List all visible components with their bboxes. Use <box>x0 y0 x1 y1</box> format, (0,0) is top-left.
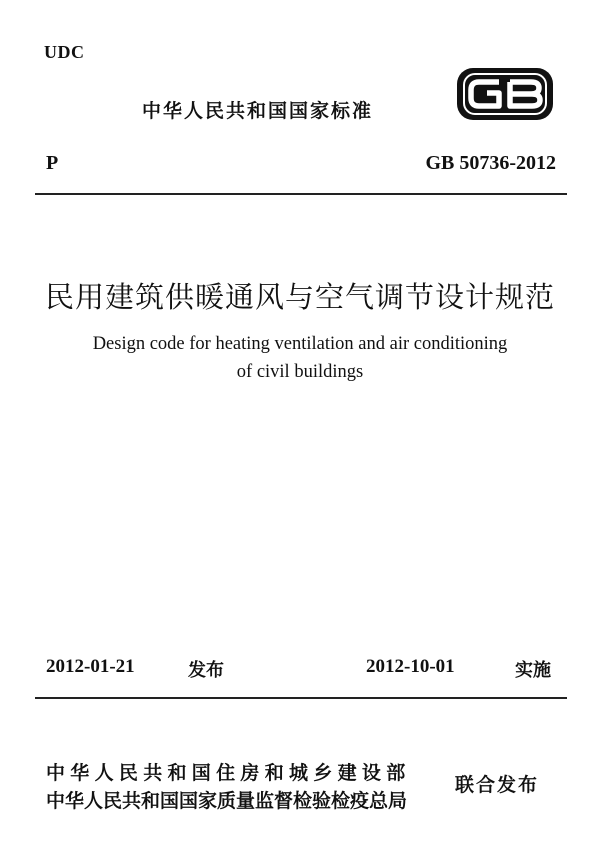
title-english-line1: Design code for heating ventilation and air conditioning <box>92 334 508 354</box>
issue-label: 发布 <box>188 660 224 681</box>
title-english <box>50 330 550 386</box>
udc-label: UDC <box>44 42 85 62</box>
gb-logo <box>455 66 555 122</box>
implementation-label: 实施 <box>515 660 551 681</box>
title-english-line2: of civil buildings <box>236 362 364 382</box>
issuer-administration: 中华人民共和国国家质量监督检验检疫总局 <box>46 790 408 812</box>
dates-divider <box>35 697 567 699</box>
issue-date: 2012-01-21 <box>46 656 135 677</box>
standard-type: 中华人民共和国国家标准 <box>142 100 374 122</box>
standard-number: GB 50736-2012 <box>425 152 556 174</box>
classification-code: P <box>46 152 59 174</box>
issuer-ministry: 中华人民共和国住房和城乡建设部 <box>46 762 411 784</box>
header-divider <box>35 193 567 195</box>
title-chinese: 民用建筑供暖通风与空气调节设计规范 <box>44 280 555 314</box>
joint-issue-label: 联合发布 <box>455 774 540 796</box>
implementation-date: 2012-10-01 <box>366 656 455 677</box>
